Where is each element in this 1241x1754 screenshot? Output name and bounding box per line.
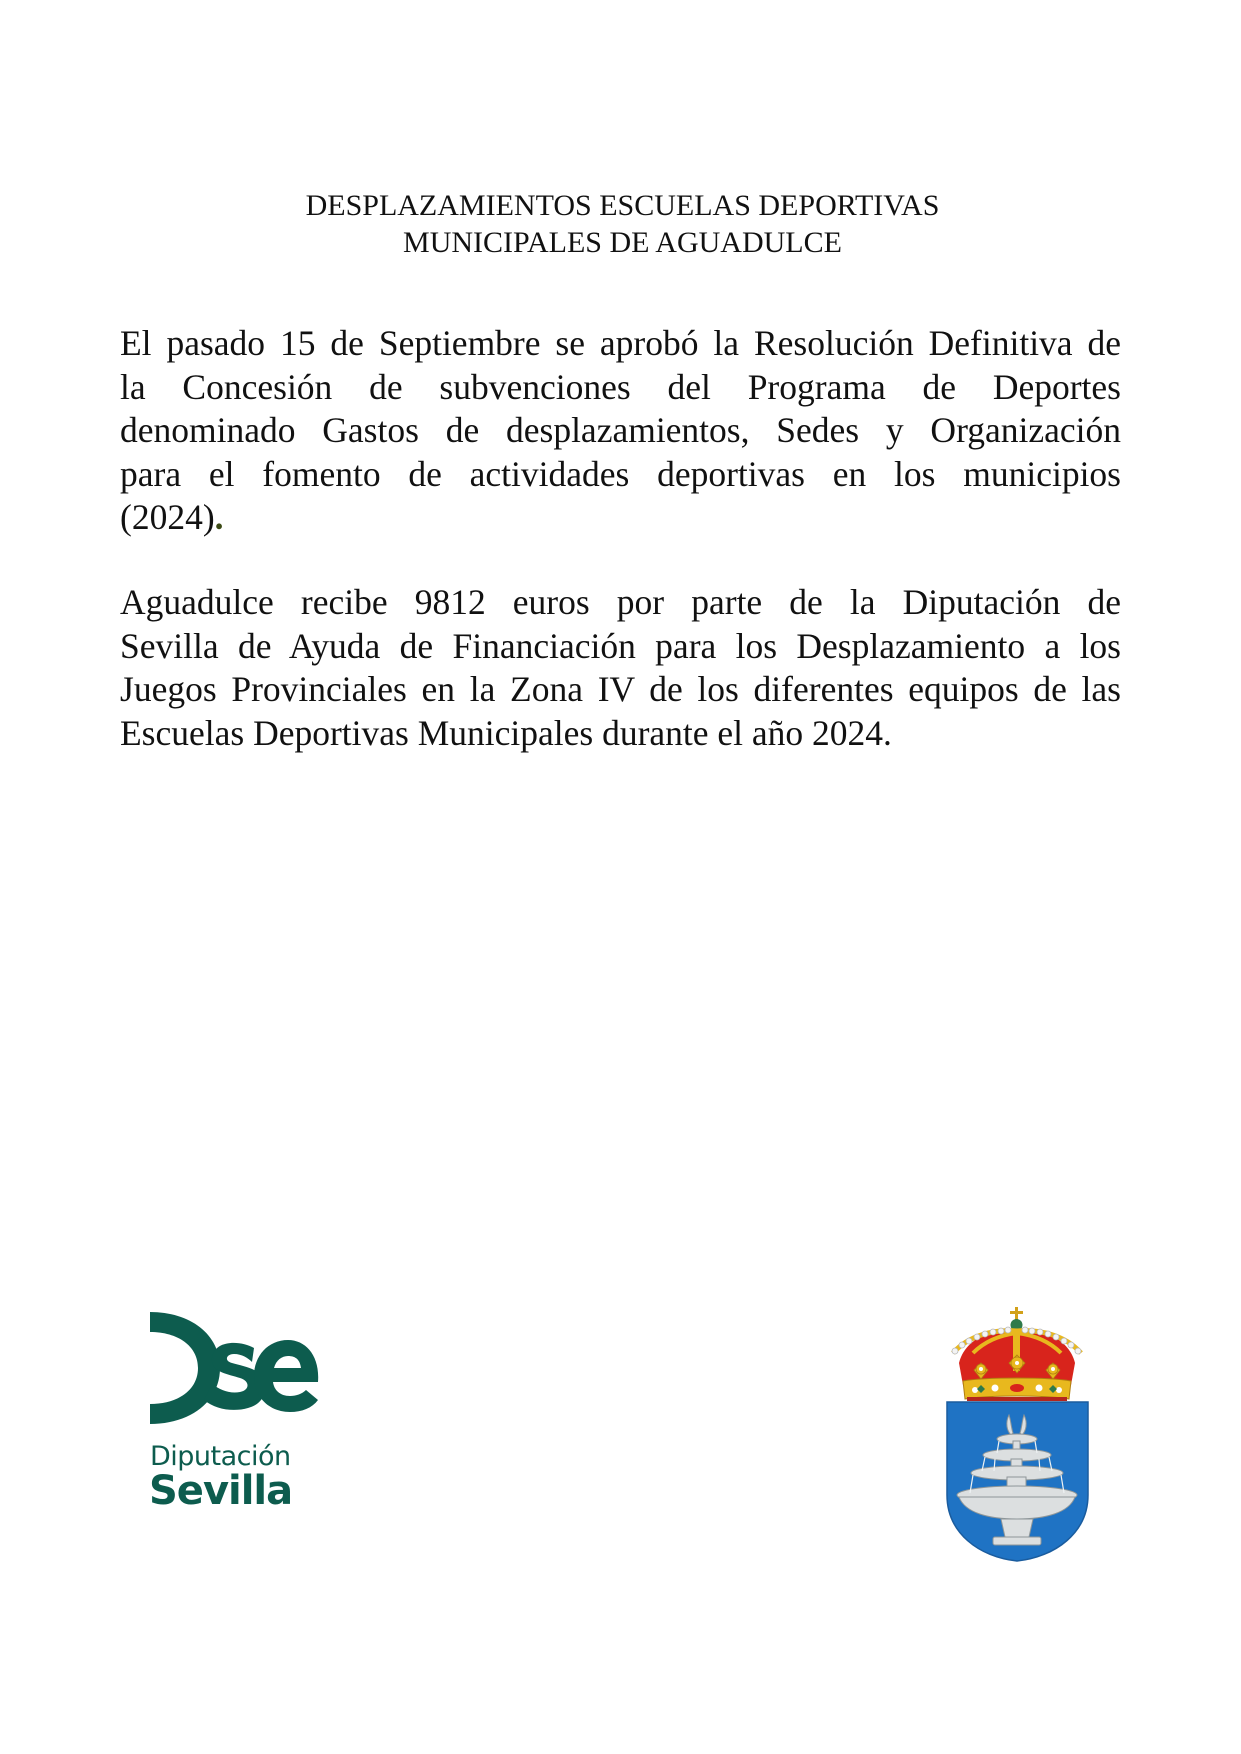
- title-line-1: DESPLAZAMIENTOS ESCUELAS DEPORTIVAS: [305, 189, 940, 222]
- period-mark: .: [214, 497, 224, 538]
- paragraph-line: denominado Gastos de desplazamientos, Sedes y Organización: [120, 410, 1121, 451]
- title-line-2: MUNICIPALES DE AGUADULCE: [403, 226, 842, 259]
- paragraph-line: El pasado 15 de Septiembre se aprobó la Resolución Definitiva de: [120, 323, 1121, 363]
- diputacion-sevilla-logo: [150, 1312, 322, 1512]
- paragraph-funding: [120, 581, 1121, 755]
- paragraph-line: Sevilla de Ayuda de Financiación para los Desplazamiento a los: [120, 625, 1121, 666]
- document-title: [0, 187, 1241, 261]
- paragraph-line: Juegos Provinciales en la Zona IV de los diferentes equipos de las: [120, 669, 1121, 710]
- logo-text-diputacion: Diputación: [150, 1441, 291, 1472]
- logo-text-sevilla: Sevilla: [149, 1468, 293, 1514]
- diputacion-se-mark-icon: [150, 1312, 322, 1424]
- year-text: (2024): [120, 497, 215, 538]
- paragraph-line-last: Escuelas Deportivas Municipales durante el año 2024.: [120, 712, 892, 753]
- paragraph-line: Aguadulce recibe 9812 euros por parte de la Diputación de: [120, 582, 1121, 622]
- paragraph-line: la Concesión de subvenciones del Programa de Deportes: [120, 366, 1121, 407]
- aguadulce-coat-of-arms-icon: [945, 1305, 1090, 1563]
- paragraph-resolution: [120, 322, 1121, 540]
- paragraph-line-last: [120, 496, 1121, 540]
- paragraph-line: para el fomento de actividades deportivas en los municipios: [120, 453, 1121, 494]
